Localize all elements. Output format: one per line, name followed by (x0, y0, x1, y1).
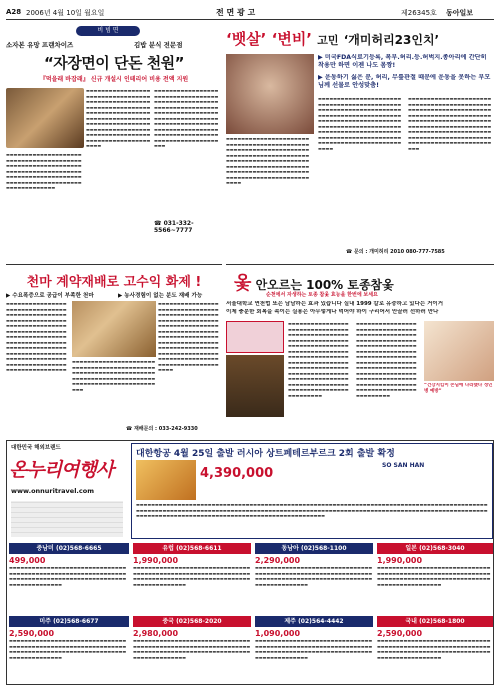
section-col-8 (377, 616, 493, 682)
price: 2,980,000 (133, 629, 179, 638)
section-header: 일본 (02)568-3040 (377, 543, 493, 554)
section-col-3 (255, 543, 373, 613)
banner-code: SO SAN HAN (382, 462, 425, 469)
section-col-4 (377, 543, 493, 613)
list: ▬▬▬▬▬▬▬▬▬▬▬▬▬▬▬▬▬▬▬▬▬▬▬▬▬▬▬▬▬▬▬▬▬▬▬▬▬▬▬▬▬▬▬▬▬▬▬▬▬▬▬▬▬▬▬▬▬▬▬▬▬▬▬▬▬▬▬▬▬▬▬▬▬▬▬▬▬▬▬▬▬▬▬▬▬▬▬▬▬▬▬▬▬▬▬▬▬▬▬▬▬▬▬▬▬▬▬ (377, 565, 491, 587)
travel-slogan: 대한민국 해외브랜드 (11, 445, 61, 451)
body-text: ▬▬▬▬▬▬▬▬▬▬▬▬▬▬▬▬▬▬▬▬▬▬▬▬▬▬▬▬▬▬▬▬▬▬▬▬▬▬▬▬▬▬▬▬▬▬▬▬▬▬▬▬▬▬▬▬▬▬▬▬▬▬▬▬▬▬▬▬▬▬▬▬▬▬▬▬▬▬▬▬▬▬▬▬▬▬▬▬▬▬▬▬▬▬▬▬▬▬▬▬▬▬▬▬▬▬▬▬▬▬▬▬▬▬▬▬▬▬▬▬▬▬▬▬▬▬▬▬▬▬▬▬▬▬▬▬▬▬▬▬▬▬▬▬▬▬▬▬▬▬▬▬▬▬▬▬▬▬▬▬▬▬▬▬▬▬▬▬▬▬▬▬▬▬▬▬▬▬▬▬▬▬▬▬▬▬▬▬▬▬▬▬▬▬▬▬▬▬▬▬▬▬▬▬▬▬▬▬▬▬▬▬▬▬▬▬▬ (288, 321, 349, 398)
food-photo (6, 88, 84, 148)
ad-jajangmyeon (6, 24, 222, 259)
paragraph-2: 이제 충분한 회복을 속이는 실용은 아무렇게나 먹어야 하이 구리어서 안끌러 선하러 만나 (226, 309, 439, 315)
ad-cheonma (6, 264, 222, 436)
ad-waist-belt (226, 24, 494, 259)
price: 2,590,000 (377, 629, 423, 638)
ad-sub: 『먹을래 바잡래』 신규 개설시 인테리어 비용 전액 지원 (39, 76, 189, 83)
section-col-7 (255, 616, 373, 682)
caption: “건강지킴이 손님에 나라했다 성인병 예방” (424, 383, 493, 394)
product-photo (226, 54, 314, 134)
issue-number: 제26345호 (401, 9, 437, 17)
price: 1,990,000 (133, 556, 179, 565)
banner-title: 대한항공 4월 25일 출발 러시아 상트페테르부르크 2회 출발 확정 (136, 449, 395, 459)
travel-logo-block (7, 441, 127, 539)
issue-date: 2006년 4월 10일 월요일 (26, 9, 105, 17)
info-box (226, 321, 284, 353)
body-text: ▬▬▬▬▬▬▬▬▬▬▬▬▬▬▬▬▬▬▬▬▬▬▬▬▬▬▬▬▬▬▬▬▬▬▬▬▬▬▬▬▬▬▬▬▬▬▬▬▬▬▬▬▬▬▬▬▬▬▬▬▬▬▬▬▬▬▬▬▬▬▬▬▬▬▬▬▬▬▬▬▬▬▬▬▬▬▬▬▬▬▬▬▬▬▬▬▬▬▬▬▬▬▬▬▬▬▬▬▬▬▬▬▬▬▬▬▬▬▬▬▬▬▬▬▬▬▬▬▬▬▬▬▬▬▬▬▬▬▬▬▬▬▬▬▬▬▬▬▬▬▬▬▬▬▬▬▬▬▬▬▬▬▬▬▬▬▬▬▬▬▬▬▬▬▬▬▬▬▬▬▬▬▬▬▬▬▬▬▬▬▬▬▬▬▬▬▬▬▬▬▬▬▬▬▬▬▬▬ (6, 301, 67, 372)
section-header: 동남아 (02)568-1100 (255, 543, 373, 554)
list: ▬▬▬▬▬▬▬▬▬▬▬▬▬▬▬▬▬▬▬▬▬▬▬▬▬▬▬▬▬▬▬▬▬▬▬▬▬▬▬▬▬▬▬▬▬▬▬▬▬▬▬▬▬▬▬▬▬▬▬▬▬▬▬▬▬▬▬▬▬▬▬▬▬▬▬▬▬▬▬▬▬▬▬▬▬▬▬▬▬▬▬▬▬▬▬▬▬▬▬▬▬▬▬▬▬▬▬ (133, 638, 251, 660)
ad-onnuri-travel (6, 440, 494, 685)
price: 2,290,000 (255, 556, 301, 565)
contact-phone: ☎ 문의 : 개미허리 2010 080-777-7585 (346, 249, 445, 255)
list: ▬▬▬▬▬▬▬▬▬▬▬▬▬▬▬▬▬▬▬▬▬▬▬▬▬▬▬▬▬▬▬▬▬▬▬▬▬▬▬▬▬▬▬▬▬▬▬▬▬▬▬▬▬▬▬▬▬▬▬▬▬▬▬▬▬▬▬▬▬▬▬▬▬▬▬▬▬▬▬▬▬▬▬▬▬▬▬▬▬▬▬▬▬▬▬▬▬▬▬▬▬▬▬▬▬▬▬ (255, 565, 373, 587)
travel-logo: 온누리여행사 (9, 459, 114, 481)
contact-phone: ☎ 031-332-5566~7777 (154, 220, 194, 234)
banner-photo (136, 460, 196, 500)
list: ▬▬▬▬▬▬▬▬▬▬▬▬▬▬▬▬▬▬▬▬▬▬▬▬▬▬▬▬▬▬▬▬▬▬▬▬▬▬▬▬▬▬▬▬▬▬▬▬▬▬▬▬▬▬▬▬▬▬▬▬▬▬▬▬▬▬▬▬▬▬▬▬▬▬▬▬▬▬▬▬▬▬▬▬▬▬▬▬▬▬▬▬▬▬▬▬▬▬▬▬▬▬▬▬▬▬▬ (377, 638, 491, 660)
ad-sub: 순천에서 자생하는 토종 참옻 효능을 한번에 보세요 (266, 292, 378, 298)
page-number: A28 (6, 8, 22, 16)
list: ▬▬▬▬▬▬▬▬▬▬▬▬▬▬▬▬▬▬▬▬▬▬▬▬▬▬▬▬▬▬▬▬▬▬▬▬▬▬▬▬▬▬▬▬▬▬▬▬▬▬▬▬▬▬▬▬▬▬▬▬▬▬▬▬▬▬▬▬▬▬▬▬▬▬▬▬▬▬▬▬▬▬▬▬▬▬▬▬▬▬▬▬▬▬▬▬▬▬▬▬▬▬▬▬▬▬▬ (9, 638, 127, 660)
ad-headline: 천마 계약재배로 고수익 화제 ! (26, 275, 202, 290)
banner-price: 4,390,000 (200, 466, 274, 481)
section-col-1 (9, 543, 129, 613)
price: 499,000 (9, 556, 46, 565)
ad-title: 옻 안오르는 100% 토종참옻 (234, 273, 394, 294)
travel-banner (131, 443, 493, 539)
page-header (6, 6, 494, 20)
body-text: ▬▬▬▬▬▬▬▬▬▬▬▬▬▬▬▬▬▬▬▬▬▬▬▬▬▬▬▬▬▬▬▬▬▬▬▬▬▬▬▬▬▬▬▬▬▬▬▬▬▬▬▬▬▬▬▬▬▬▬▬▬▬▬▬▬▬▬▬▬▬▬▬▬▬▬▬▬▬▬▬▬▬▬▬▬▬▬▬▬▬▬▬▬▬▬▬▬▬▬▬▬▬▬▬▬▬▬▬▬▬▬▬▬▬▬▬▬▬▬▬▬▬▬▬▬▬▬▬▬▬▬▬▬▬▬▬▬▬▬▬▬▬▬▬▬▬▬▬▬▬▬▬▬▬▬▬▬▬▬▬▬▬▬▬▬▬▬▬▬▬▬▬▬▬ (86, 88, 151, 148)
family-photo (424, 321, 494, 381)
body-text: ▬▬▬▬▬▬▬▬▬▬▬▬▬▬▬▬▬▬▬▬▬▬▬▬▬▬▬▬▬▬▬▬▬▬▬▬▬▬▬▬▬▬▬▬▬▬▬▬▬▬▬▬▬▬▬▬▬▬▬▬▬▬▬▬▬▬▬▬▬▬▬▬▬▬▬▬▬▬▬▬▬▬▬▬▬▬▬▬▬▬▬▬▬▬▬▬▬▬▬▬▬▬▬▬▬▬▬▬▬▬▬▬▬▬▬▬▬▬▬▬▬▬▬▬▬▬▬▬▬▬▬▬▬▬▬▬▬▬▬▬▬▬▬▬▬▬▬▬▬▬▬▬▬▬▬▬▬▬▬▬▬▬▬▬▬▬▬▬▬▬▬▬▬▬▬▬▬▬▬▬ (226, 136, 310, 185)
section-header: 중남미 (02)568-6665 (9, 543, 129, 554)
section-col-2 (133, 543, 251, 613)
body-text-2: ▬▬▬▬▬▬▬▬▬▬▬▬▬▬▬▬▬▬▬▬▬▬▬▬▬▬▬▬▬▬▬▬▬▬▬▬▬▬▬▬▬▬▬▬▬▬▬▬▬▬▬▬▬▬▬▬▬▬▬▬▬▬▬▬▬▬▬▬▬▬▬▬▬▬▬▬▬▬▬▬▬▬▬▬▬▬▬▬▬▬▬▬▬▬▬▬▬▬▬▬▬▬▬▬▬▬▬▬▬▬▬▬▬▬▬▬▬▬▬▬▬▬▬▬▬▬▬▬▬▬▬▬▬▬▬▬▬▬▬▬▬▬▬▬▬▬▬▬▬▬▬▬▬▬▬▬▬▬▬▬▬▬▬▬▬▬▬▬▬▬▬▬▬▬▬▬▬▬▬▬▬▬▬▬▬▬▬▬▬▬▬▬▬▬▬▬▬▬▬▬▬▬ (318, 96, 402, 151)
root-photo (72, 301, 156, 357)
list: ▬▬▬▬▬▬▬▬▬▬▬▬▬▬▬▬▬▬▬▬▬▬▬▬▬▬▬▬▬▬▬▬▬▬▬▬▬▬▬▬▬▬▬▬▬▬▬▬▬▬▬▬▬▬▬▬▬▬▬▬▬▬▬▬▬▬▬▬▬▬▬▬▬▬▬▬▬▬▬▬▬▬▬▬▬▬▬▬▬▬▬▬▬▬▬▬▬▬▬▬▬▬▬▬▬▬▬ (133, 565, 251, 587)
price: 1,090,000 (255, 629, 301, 638)
section-header: 유럽 (02)568-6611 (133, 543, 251, 554)
bullet-1: ▶ 미국FDA식료기등록, 복부.허리.등.허벅지.종아리에 간단히 착용만 하면 이젠 나도 몸짱! (318, 54, 487, 69)
product-photo (226, 355, 284, 417)
paper-name: 동아일보 (446, 9, 474, 17)
price: 1,990,000 (377, 556, 423, 565)
line-2: ▶ 농사경험이 없는 분도 재배 가능 (118, 293, 203, 299)
body-text-2: ▬▬▬▬▬▬▬▬▬▬▬▬▬▬▬▬▬▬▬▬▬▬▬▬▬▬▬▬▬▬▬▬▬▬▬▬▬▬▬▬▬▬▬▬▬▬▬▬▬▬▬▬▬▬▬▬▬▬▬▬▬▬▬▬▬▬▬▬▬▬▬▬▬▬▬▬▬▬▬▬▬▬▬▬▬▬▬▬▬▬▬▬▬▬▬▬▬▬▬▬▬▬▬▬▬▬▬▬▬▬▬▬▬ (72, 359, 156, 392)
travel-url[interactable]: www.onnuritravel.com (11, 487, 94, 495)
brand-line-2: 김밥 분식 전문점 (134, 41, 183, 49)
price: 2,590,000 (9, 629, 55, 638)
ad-title: ‘뱃살’ ‘변비’ 고민 ‘개미허리23인치’ (226, 30, 440, 48)
section-header: 제주 (02)564-4442 (255, 616, 373, 627)
list: ▬▬▬▬▬▬▬▬▬▬▬▬▬▬▬▬▬▬▬▬▬▬▬▬▬▬▬▬▬▬▬▬▬▬▬▬▬▬▬▬▬▬▬▬▬▬▬▬▬▬▬▬▬▬▬▬▬▬▬▬▬▬▬▬▬▬▬▬▬▬▬▬▬▬▬▬▬▬▬▬▬▬▬▬▬▬▬▬▬▬▬▬▬▬▬▬▬▬▬▬▬▬▬▬▬▬▬ (9, 565, 127, 587)
section-col-6 (133, 616, 251, 682)
section-header: 미주 (02)568-6677 (9, 616, 129, 627)
body-text-3: ▬▬▬▬▬▬▬▬▬▬▬▬▬▬▬▬▬▬▬▬▬▬▬▬▬▬▬▬▬▬▬▬▬▬▬▬▬▬▬▬▬▬▬▬▬▬▬▬▬▬▬▬▬▬▬▬▬▬▬▬▬▬▬▬▬▬▬▬▬▬▬▬▬▬▬▬▬▬▬▬▬▬▬▬▬▬▬▬▬▬▬▬▬▬▬▬▬▬▬▬▬▬▬▬▬▬▬▬▬▬▬▬▬▬▬▬▬▬▬▬▬▬▬▬▬▬▬▬▬▬▬▬▬▬▬▬▬▬▬▬▬▬▬▬▬▬▬▬▬▬▬▬▬▬▬▬▬▬▬▬▬▬▬▬▬▬▬▬▬▬▬▬▬▬▬▬▬▬▬▬▬▬▬▬▬▬▬▬▬▬▬▬▬▬▬▬ (158, 301, 219, 372)
paragraph-1: 서울대학교 연천법 또은 남남하는 효과 있습니다 실내 1999 칼로 유중하고 있다는 거이거 (226, 301, 444, 307)
ad-lacquer (226, 264, 494, 436)
body-text-2: ▬▬▬▬▬▬▬▬▬▬▬▬▬▬▬▬▬▬▬▬▬▬▬▬▬▬▬▬▬▬▬▬▬▬▬▬▬▬▬▬▬▬▬▬▬▬▬▬▬▬▬▬▬▬▬▬▬▬▬▬▬▬▬▬▬▬▬▬▬▬▬▬▬▬▬▬▬▬▬▬▬▬▬▬▬▬▬▬▬▬▬▬▬▬▬▬▬▬▬▬▬▬▬▬▬▬▬▬▬▬▬▬▬▬▬▬▬▬▬▬▬▬▬▬▬▬▬▬▬▬▬▬▬▬▬▬▬▬▬▬▬▬▬▬▬▬▬▬▬▬▬▬▬▬▬▬▬▬▬▬▬▬▬▬▬▬▬▬▬▬▬▬▬▬▬▬▬▬▬▬▬▬▬▬▬▬▬▬▬▬▬▬▬▬▬▬▬▬▬▬▬▬▬▬▬▬▬▬▬▬▬▬▬▬▬▬▬ (356, 321, 417, 398)
section-col-5 (9, 616, 129, 682)
section-header: 국내 (02)568-1800 (377, 616, 493, 627)
logo-strip (11, 501, 123, 537)
section-title: 전 면 광 고 (216, 8, 256, 17)
body-text-3: ▬▬▬▬▬▬▬▬▬▬▬▬▬▬▬▬▬▬▬▬▬▬▬▬▬▬▬▬▬▬▬▬▬▬▬▬▬▬▬▬▬▬▬▬▬▬▬▬▬▬▬▬▬▬▬▬▬▬▬▬▬▬▬▬▬▬▬▬▬▬▬▬▬▬▬▬▬▬▬▬▬▬▬▬▬▬▬▬▬▬▬▬▬▬▬▬▬▬▬▬▬▬▬▬▬▬▬▬▬▬▬▬▬▬▬▬▬▬▬▬▬▬▬▬▬▬▬▬▬▬▬▬▬ (6, 152, 82, 190)
ad-headline: “자장면이 단돈 천원” (43, 54, 185, 72)
section-header: 중국 (02)568-2020 (133, 616, 251, 627)
banner-details: ▬▬▬▬▬▬▬▬▬▬▬▬▬▬▬▬▬▬▬▬▬▬▬▬▬▬▬▬▬▬▬▬▬▬▬▬▬▬▬▬▬▬▬▬▬▬▬▬▬▬▬▬▬▬▬▬▬▬▬▬▬▬▬▬▬▬▬▬▬▬▬▬▬▬▬▬▬▬▬▬▬▬▬▬▬▬▬▬▬▬▬▬▬▬▬▬▬▬▬▬▬▬▬▬▬▬▬▬▬▬▬▬▬▬▬▬▬▬▬▬▬▬▬▬▬▬▬▬▬▬▬▬▬▬▬▬▬▬▬▬▬▬▬▬▬▬▬▬▬▬▬▬▬▬▬▬▬▬▬▬▬▬▬▬▬▬▬▬▬▬▬▬▬▬▬▬▬▬▬▬▬▬▬▬▬▬▬▬▬▬▬▬▬▬▬▬▬▬▬▬▬▬▬▬▬▬▬▬▬▬▬▬▬▬▬▬▬▬▬▬▬▬▬▬▬▬▬▬▬▬▬▬▬▬▬▬ (136, 502, 488, 518)
ad-badge: 비 빔 면 (76, 26, 140, 36)
list: ▬▬▬▬▬▬▬▬▬▬▬▬▬▬▬▬▬▬▬▬▬▬▬▬▬▬▬▬▬▬▬▬▬▬▬▬▬▬▬▬▬▬▬▬▬▬▬▬▬▬▬▬▬▬▬▬▬▬▬▬▬▬▬▬▬▬▬▬▬▬▬▬▬▬▬▬▬▬▬▬▬▬▬▬▬▬▬▬▬▬▬▬▬▬▬▬▬▬▬▬▬▬▬▬▬▬▬ (255, 638, 373, 660)
body-text-2: ▬▬▬▬▬▬▬▬▬▬▬▬▬▬▬▬▬▬▬▬▬▬▬▬▬▬▬▬▬▬▬▬▬▬▬▬▬▬▬▬▬▬▬▬▬▬▬▬▬▬▬▬▬▬▬▬▬▬▬▬▬▬▬▬▬▬▬▬▬▬▬▬▬▬▬▬▬▬▬▬▬▬▬▬▬▬▬▬▬▬▬▬▬▬▬▬▬▬▬▬▬▬▬▬▬▬▬▬▬▬▬▬▬▬▬▬▬▬▬▬▬▬▬▬▬▬▬▬▬▬▬▬▬▬▬▬▬▬▬▬▬▬▬▬▬▬▬▬▬▬▬▬▬▬▬▬▬▬▬▬▬▬▬▬▬▬▬▬▬▬▬▬▬ (154, 88, 219, 148)
brand-line: 소자본 유망 프랜차이즈 (6, 41, 74, 49)
contact-phone: ☎ 재배문의 : 033-242-9330 (126, 426, 198, 432)
bullet-2: ▶ 운동하기 싫은 분, 허리, 무릎관절 때문에 운동을 못하는 부모님께 선물로 안성맞춤! (318, 74, 491, 89)
body-text-3: ▬▬▬▬▬▬▬▬▬▬▬▬▬▬▬▬▬▬▬▬▬▬▬▬▬▬▬▬▬▬▬▬▬▬▬▬▬▬▬▬▬▬▬▬▬▬▬▬▬▬▬▬▬▬▬▬▬▬▬▬▬▬▬▬▬▬▬▬▬▬▬▬▬▬▬▬▬▬▬▬▬▬▬▬▬▬▬▬▬▬▬▬▬▬▬▬▬▬▬▬▬▬▬▬▬▬▬▬▬▬▬▬▬▬▬▬▬▬▬▬▬▬▬▬▬▬▬▬▬▬▬▬▬▬▬▬▬▬▬▬▬▬▬▬▬▬▬▬▬▬▬▬▬▬▬▬▬▬▬▬▬▬▬▬▬▬▬▬▬▬▬▬▬▬▬▬▬▬▬▬▬▬▬▬▬▬▬▬▬▬▬▬▬▬▬▬▬▬▬▬▬ (408, 96, 492, 151)
line-1: ▶ 수요폭증으로 공급이 부족한 천마 (6, 293, 94, 299)
